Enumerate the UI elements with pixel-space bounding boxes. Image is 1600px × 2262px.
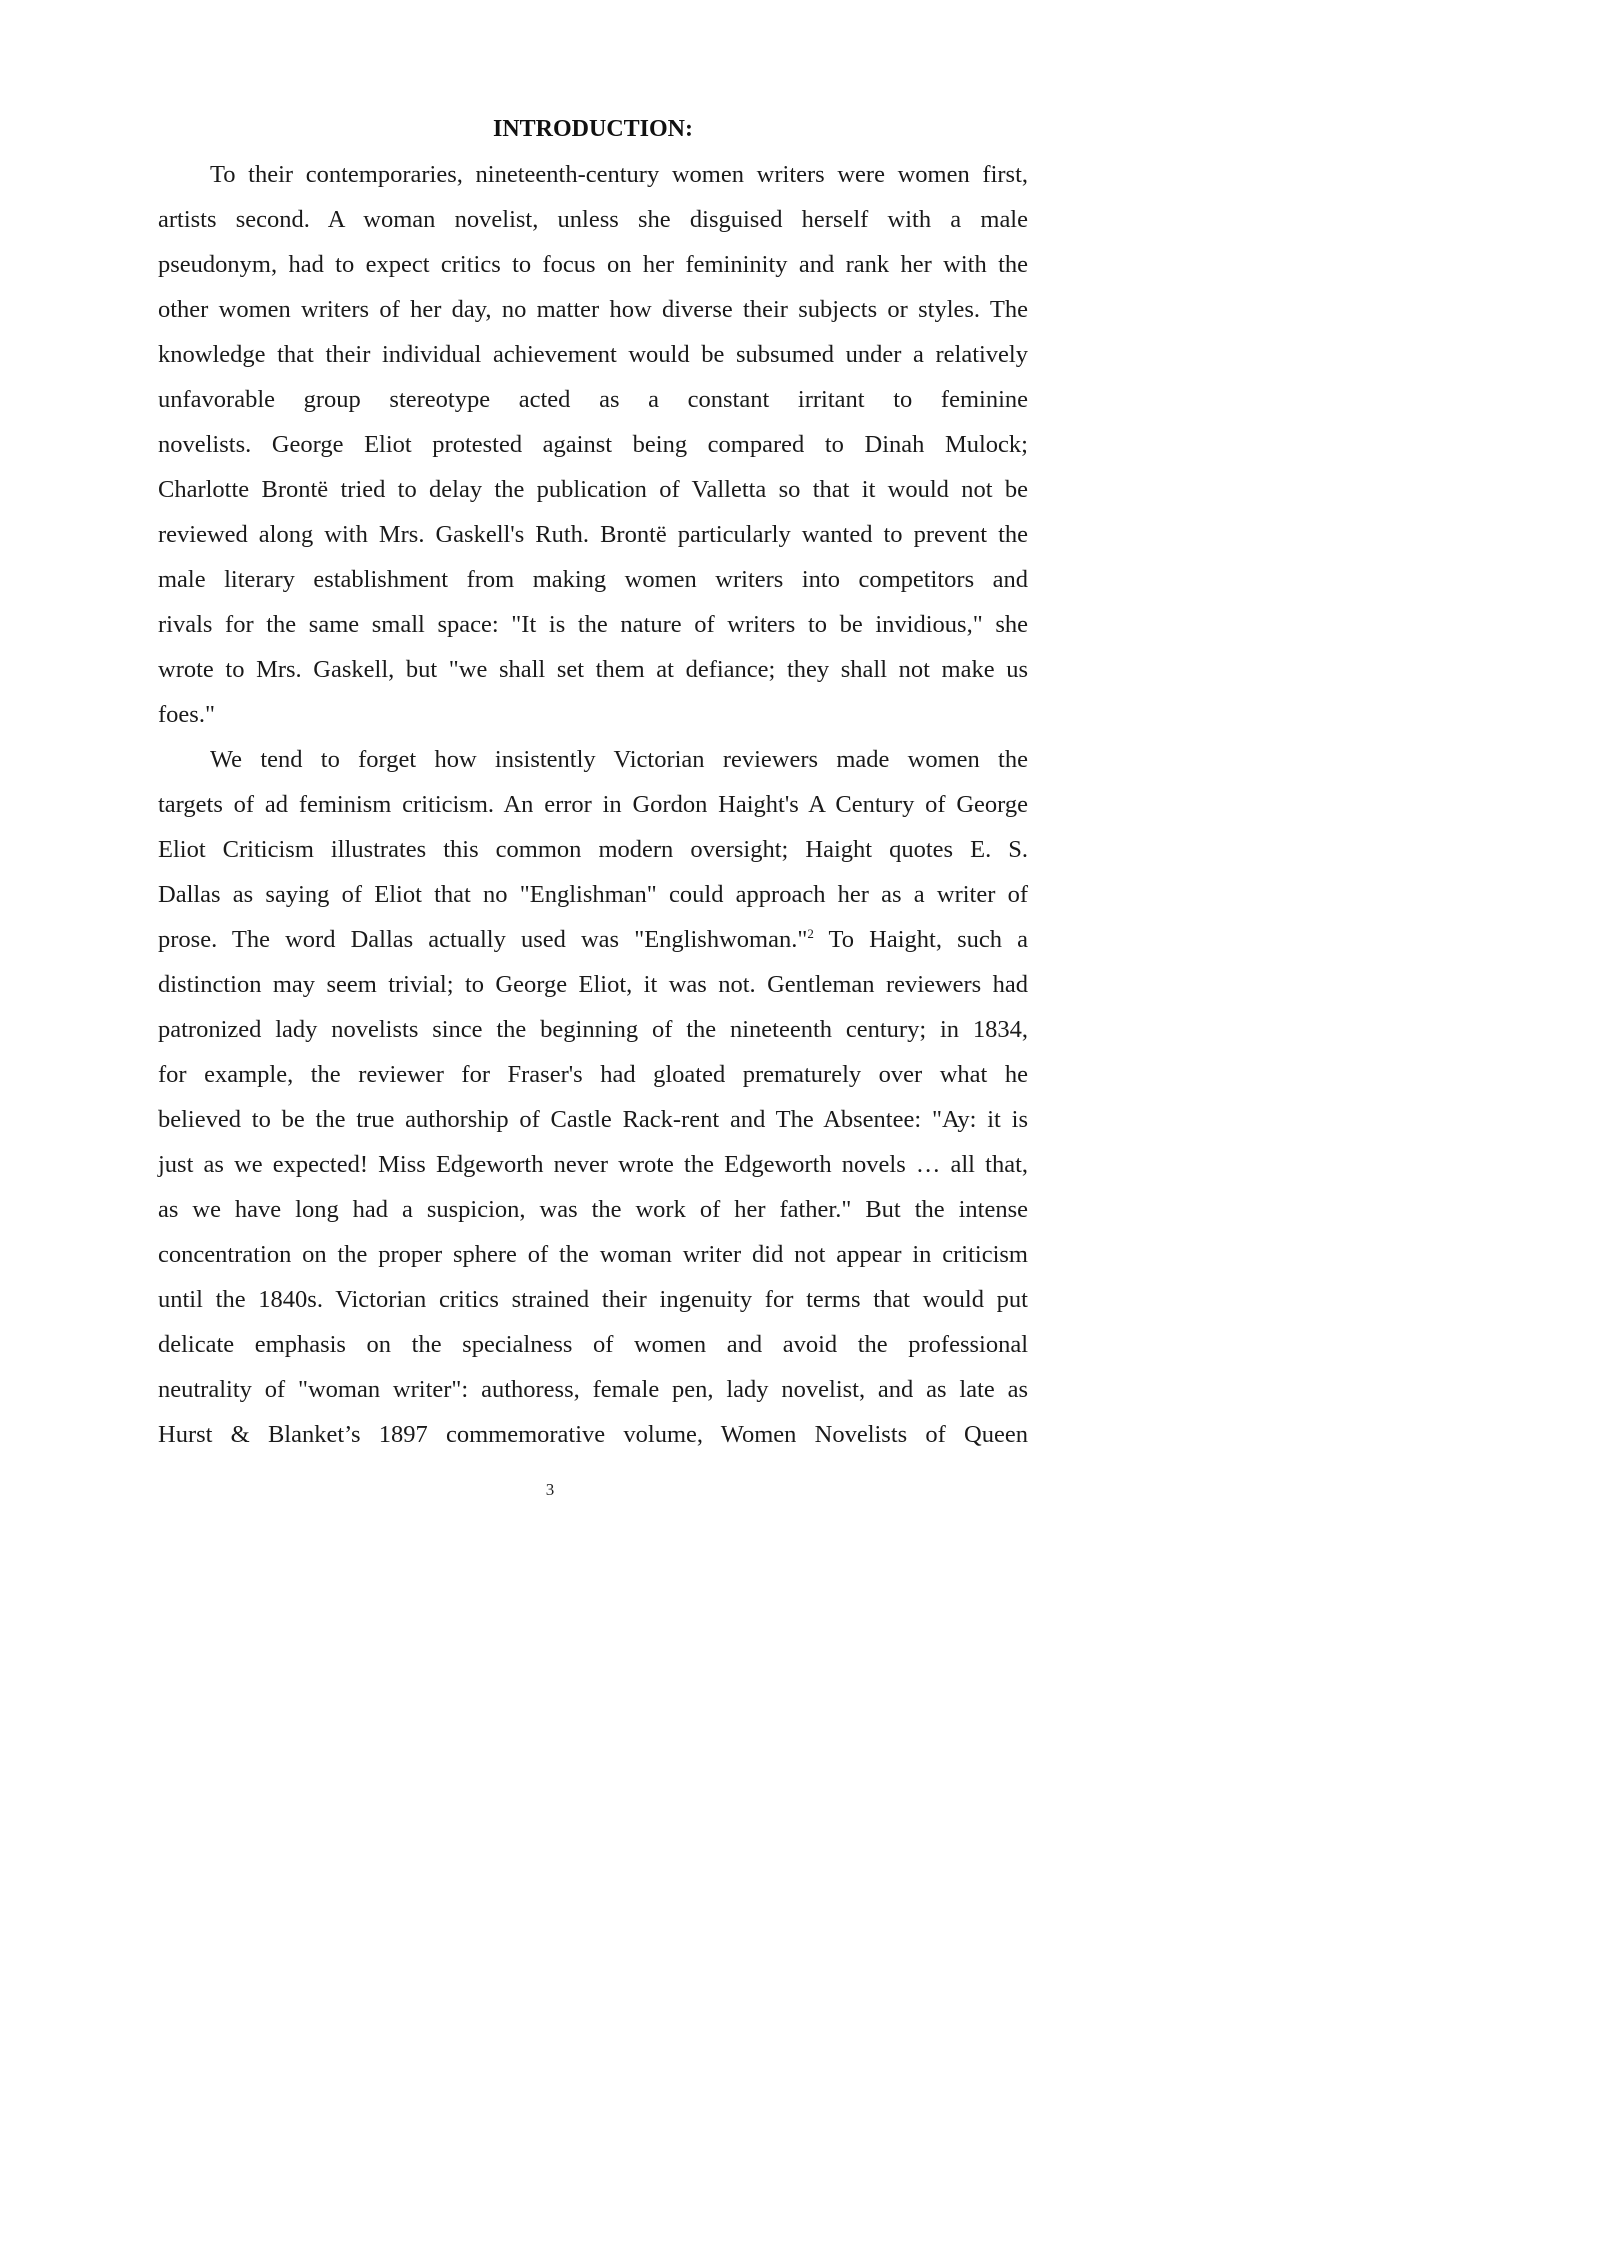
page-heading: INTRODUCTION: [492,116,693,142]
paragraph-1-line: novelists. George Eliot protested against being compared to Dinah Mulock; [158,431,1028,458]
paragraph-2-line: We tend to forget how insistently Victorian reviewers made women the [210,746,1028,773]
paragraph-2-line: Hurst & Blanket’s 1897 commemorative volume, Women Novelists of Queen [158,1421,1028,1448]
paragraph-1-line: pseudonym, had to expect critics to focus on her femininity and rank her with the [158,251,1028,278]
paragraph-1-line: Charlotte Brontë tried to delay the publication of Valletta so that it would not be [158,476,1028,503]
paragraph-2-line: believed to be the true authorship of Castle Rack-rent and The Absentee: "Ay: it is [158,1106,1028,1133]
paragraph-1-line: foes." [158,701,215,728]
document-page [0,0,1100,1555]
paragraph-2-text: prose. The word Dallas actually used was "Englishwoman." [158,926,808,953]
paragraph-2-line: neutrality of "woman writer": authoress, female pen, lady novelist, and as late as [158,1376,1028,1403]
paragraph-2-line: distinction may seem trivial; to George Eliot, it was not. Gentleman reviewers had [158,971,1028,998]
paragraph-1-line: other women writers of her day, no matter how diverse their subjects or styles. The [158,296,1028,323]
paragraph-1-line: artists second. A woman novelist, unless she disguised herself with a male [158,206,1028,233]
paragraph-2-line: Eliot Criticism illustrates this common modern oversight; Haight quotes E. S. [158,836,1028,863]
paragraph-2-line: for example, the reviewer for Fraser's had gloated prematurely over what he [158,1061,1028,1088]
paragraph-2-line: delicate emphasis on the specialness of women and avoid the professional [158,1331,1028,1358]
paragraph-1-line: knowledge that their individual achievement would be subsumed under a relatively [158,341,1028,368]
paragraph-2-line: targets of ad feminism criticism. An error in Gordon Haight's A Century of George [158,791,1028,818]
page-number: 3 [545,1480,555,1499]
paragraph-1-line: To their contemporaries, nineteenth-century women writers were women first, [210,161,1028,188]
paragraph-2-line: as we have long had a suspicion, was the work of her father." But the intense [158,1196,1028,1223]
paragraph-2-text: To Haight, such a [813,926,1029,953]
paragraph-2-line: until the 1840s. Victorian critics strained their ingenuity for terms that would put [158,1286,1028,1313]
paragraph-2-line: patronized lady novelists since the beginning of the nineteenth century; in 1834, [158,1016,1028,1043]
paragraph-1-line: male literary establishment from making women writers into competitors and [158,566,1028,593]
paragraph-1-line: unfavorable group stereotype acted as a constant irritant to feminine [158,386,1028,413]
paragraph-2-line-with-footnote [158,917,1028,962]
paragraph-1-line: wrote to Mrs. Gaskell, but "we shall set them at defiance; they shall not make us [158,656,1028,683]
footnote-reference: 2 [807,926,814,941]
paragraph-1-line: rivals for the same small space: "It is the nature of writers to be invidious," she [158,611,1028,638]
paragraph-1-line: reviewed along with Mrs. Gaskell's Ruth. Brontë particularly wanted to prevent the [158,521,1028,548]
paragraph-2-line: just as we expected! Miss Edgeworth never wrote the Edgeworth novels … all that, [158,1151,1028,1178]
paragraph-2-line: Dallas as saying of Eliot that no "Englishman" could approach her as a writer of [158,881,1028,908]
paragraph-2-line: concentration on the proper sphere of the woman writer did not appear in criticism [158,1241,1028,1268]
